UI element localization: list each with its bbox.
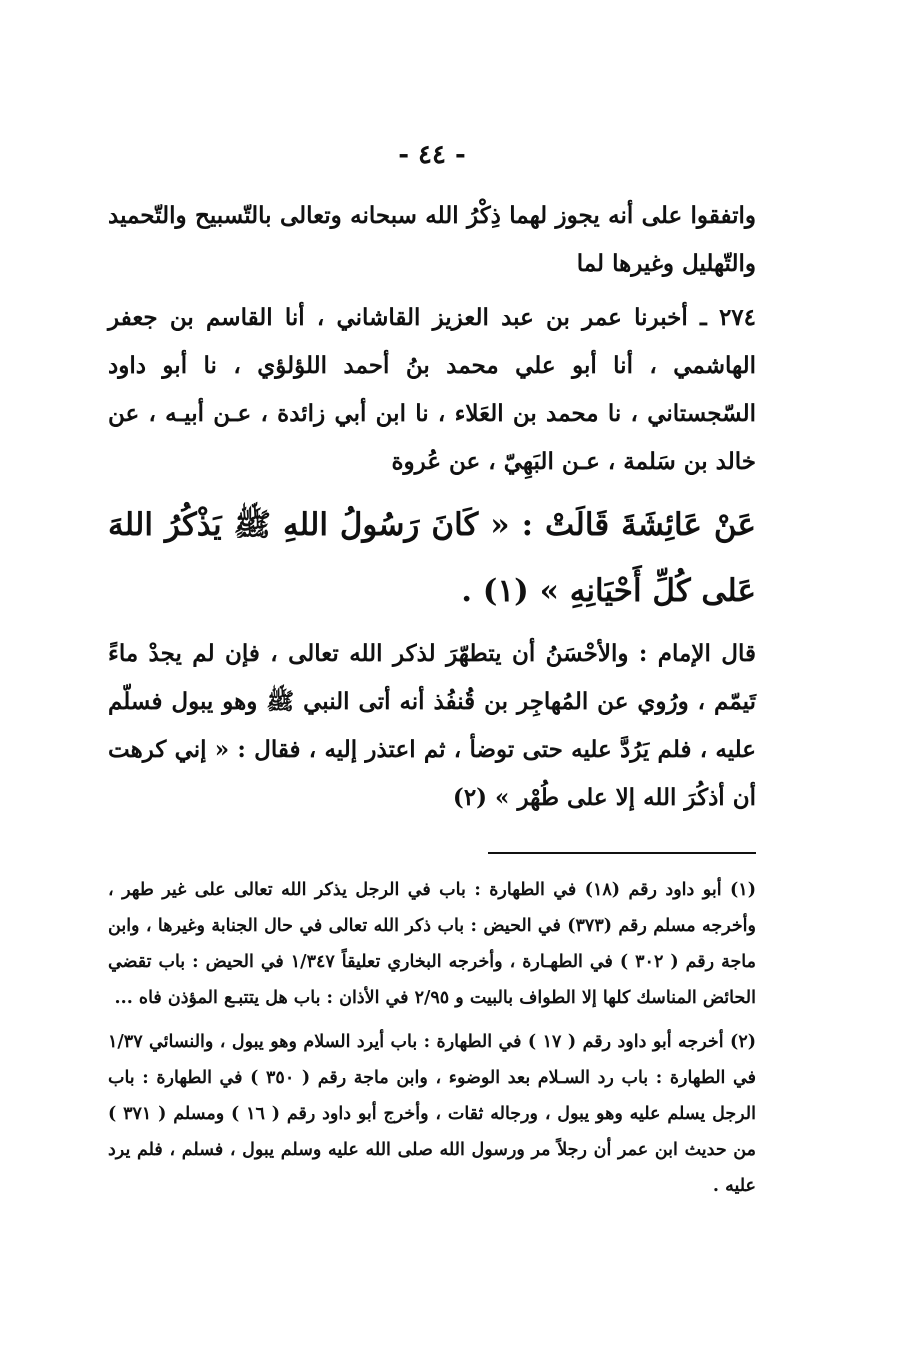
isnad-paragraph: ٢٧٤ ـ أخبرنا عمر بن عبد العزيز القاشاني ، أنا القاسم بن جعفر الهاشمي ، أنا أبو علي محمد بنُ أحمد اللؤلؤي ، نا أبو داود السّجستاني ، نا محمد بن العَلاء ، نا ابن أبي زائدة ، عـن أبيـه ، عن خالد بن سَلمة ، عـن البَهِيّ ، عن عُروة bbox=[108, 304, 756, 475]
hadith-text: عَنْ عَائِشَةَ قَالَتْ : « كَانَ رَسُولُ اللهِ ﷺ يَذْكُرُ اللهَ عَلى كُلِّ أَحْيَانِهِ » (١) . bbox=[108, 507, 756, 609]
book-page bbox=[108, 140, 756, 1212]
footnote-divider bbox=[488, 852, 756, 854]
imam-commentary: قال الإمام : والأحْسَنُ أن يتطهّرَ لذكر الله تعالى ، فإن لم يجدْ ماءً تَيمّم ، ورُوي عن المُهاجِر بن قُنفُذ أنه أتى النبي ﷺ وهو يبول فسلّم عليه ، فلم يَرُدَّ عليه حتى توضأ ، ثم اعتذر إليه ، فقال : « إني كرهت أن أذكُرَ الله إلا على طُهْر » (٢) bbox=[108, 640, 756, 811]
footnote-1: (١) أبو داود رقم (١٨) في الطهارة : باب في الرجل يذكر الله تعالى على غير طهر ، وأخرجه مسلم رقم (٣٧٣) في الحيض : باب ذكر الله تعالى في حال الجنابة وغيرها ، وابن ماجة رقم ( ٣٠٢ ) في الطهـارة ، وأخرجه البخاري تعليقاً ١/٣٤٧ في الحيض : باب تقضي الحائض المناسك كلها إلا الطواف بالبيت و ٢/٩٥ في الأذان : باب هل يتتبـع المؤذن فاه ... bbox=[108, 880, 757, 1008]
page-number: - ٤٤ - bbox=[398, 140, 466, 170]
agreement-paragraph: واتفقوا على أنه يجوز لهما ذِكْرُ الله سبحانه وتعالى بالتّسبيح والتّحميد والتّهليل وغيرها لما bbox=[108, 202, 756, 277]
footnote-2: (٢) أخرجه أبو داود رقم ( ١٧ ) في الطهارة : باب أيرد السلام وهو يبول ، والنسائي ١/٣٧ في الطهارة : باب رد السـلام بعد الوضوء ، وابن ماجة رقم ( ٣٥٠ ) في الطهارة : باب الرجل يسلم عليه وهو يبول ، ورجاله ثقات ، وأخرج أبو داود رقم ( ١٦ ) ومسلم ( ٣٧١ ) من حديث ابن عمر أن رجلاً مر ورسول الله صلى الله عليه وسلم يبول ، فسلم ، فلم يرد عليه . bbox=[108, 1032, 756, 1196]
